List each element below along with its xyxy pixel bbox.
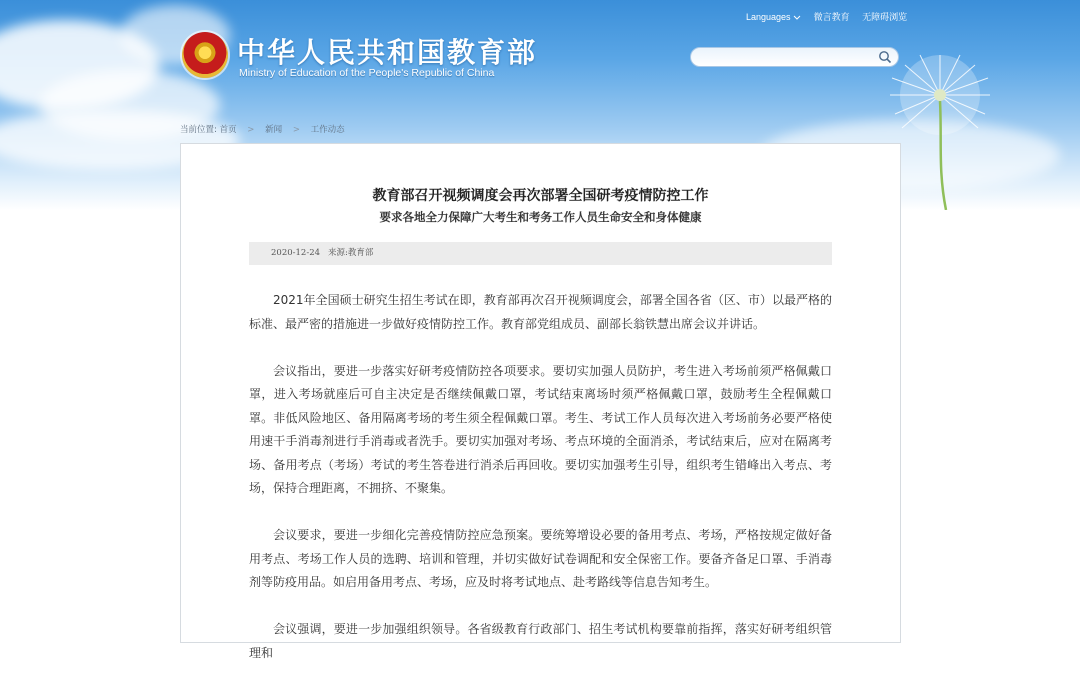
site-subtitle-en[interactable]: Ministry of Education of the People's Republic of China bbox=[239, 67, 495, 79]
national-emblem-icon[interactable] bbox=[182, 32, 228, 78]
article-source: 来源:教育部 bbox=[328, 248, 374, 258]
article-body bbox=[249, 289, 832, 689]
article-card bbox=[180, 143, 901, 660]
accessibility-link[interactable]: 无障碍浏览 bbox=[862, 12, 908, 22]
breadcrumb-news[interactable]: 新闻 bbox=[265, 125, 283, 135]
article-title: 教育部召开视频调度会再次部署全国研考疫情防控工作 bbox=[372, 188, 709, 204]
site-title[interactable]: 中华人民共和国教育部 bbox=[237, 36, 538, 69]
article-date: 2020-12-24 bbox=[271, 248, 321, 258]
article-subtitle: 要求各地全力保障广大考生和考务工作人员生命安全和身体健康 bbox=[379, 210, 702, 224]
search-icon[interactable] bbox=[878, 50, 892, 64]
chevron-right-icon: > bbox=[247, 125, 255, 135]
chevron-right-icon: > bbox=[292, 125, 300, 135]
search-input[interactable] bbox=[690, 47, 899, 67]
breadcrumb-home[interactable]: 首页 bbox=[219, 125, 237, 135]
article-paragraph: 会议要求，要进一步细化完善疫情防控应急预案。要统筹增设必要的备用考点、考场，严格按规定做好备用考点、考场工作人员的选聘、培训和管理，并切实做好试卷调配和安全保密工作。要备齐备足口罩、手消毒剂等防疫用品。如启用备用考点、考场，应及时将考试地点、赴考路线等信息告知考生。 bbox=[249, 528, 832, 589]
weiyan-link[interactable]: 微言教育 bbox=[813, 12, 850, 22]
article-paragraph: 会议指出，要进一步落实好研考疫情防控各项要求。要切实加强人员防护，考生进入考场前须严格佩戴口罩，进入考场就座后可自主决定是否继续佩戴口罩，考试结束离场时须严格佩戴口罩，鼓励考生全程佩戴口罩。非低风险地区、备用隔离考场的考生须全程佩戴口罩。考生、考试工作人员每次进入考场前务必要严格使用速干手消毒剂进行手消毒或者洗手。要切实加强对考场、考点环境的全面消杀，考试结束后，应对在隔离考场、备用考点（考场）考试的考生答卷进行消杀后再回收。要切实加强考生引导，组织考生错峰出入考点、考场，保持合理距离，不拥挤、不聚集。 bbox=[249, 363, 832, 495]
languages-link[interactable] bbox=[746, 12, 801, 22]
languages-label: Languages bbox=[746, 12, 791, 22]
breadcrumb-work-news[interactable]: 工作动态 bbox=[310, 125, 345, 135]
top-links bbox=[746, 10, 917, 23]
article-meta-bar bbox=[249, 242, 832, 265]
article-paragraph: 2021年全国硕士研究生招生考试在即，教育部再次召开视频调度会，部署全国各省（区、市）以最严格的标准、最严密的措施进一步做好疫情防控工作。教育部党组成员、副部长翁铁慧出席会议并讲话。 bbox=[249, 293, 832, 331]
chevron-down-icon bbox=[793, 15, 801, 21]
article-paragraph: 会议强调，要进一步加强组织领导。各省级教育行政部门、招生考试机构要靠前指挥，落实好研考组织管理和 bbox=[249, 622, 832, 660]
breadcrumb bbox=[180, 123, 345, 135]
breadcrumb-label: 当前位置: bbox=[180, 125, 217, 135]
